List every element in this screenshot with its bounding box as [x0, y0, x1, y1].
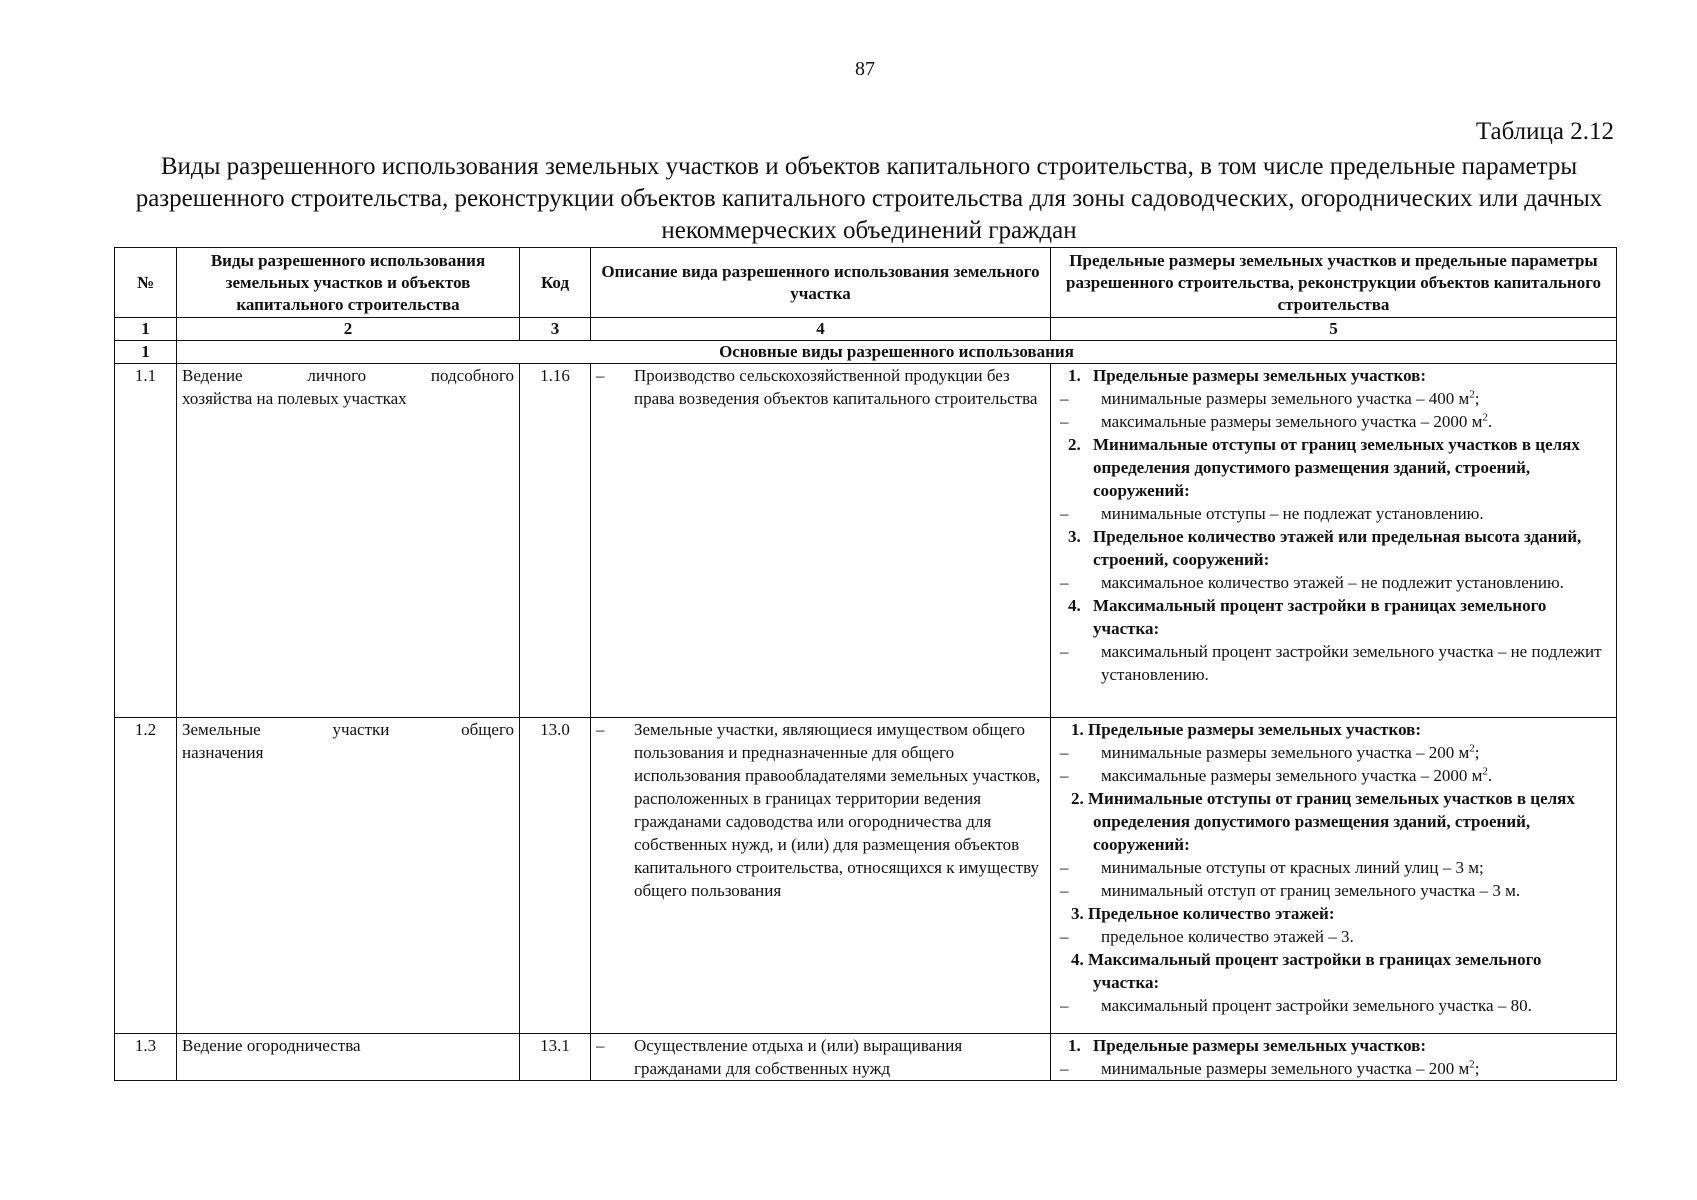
permitted-use-table: [114, 247, 1617, 1081]
parameter-heading: 3. Предельное количество этажей:: [1071, 904, 1335, 923]
section-number: 1: [115, 341, 177, 364]
section-title: Основные виды разрешенного использования: [177, 341, 1617, 364]
parameter-item: – минимальные размеры земельного участка – 400 $м^2$;: [1060, 388, 1480, 408]
use-type-name-line: назначения: [182, 743, 264, 762]
document-title: Виды разрешенного использования земельных участков и объектов капитального строительства, в том числе предельные параметры разрешенного строительства, реконструкции объектов капитального строительства для зоны садоводческих, огороднических или дачных некоммерческих объединений граждан: [135, 153, 1603, 244]
parameter-item: – максимальные размеры земельного участка – 2000 $м^2$.: [1060, 765, 1493, 785]
parameter-heading: 4. Максимальный процент застройки в границах земельного участка:: [1068, 596, 1547, 638]
use-parameters: [1051, 364, 1617, 718]
parameter-item: – максимальные размеры земельного участка – 2000 $м^2$.: [1060, 411, 1493, 431]
parameter-heading: 1. Предельные размеры земельных участков:: [1068, 1036, 1427, 1055]
column-number: 3: [520, 318, 591, 341]
table-label: Таблица 2.12: [1475, 118, 1614, 145]
parameter-item: – минимальный отступ от границ земельного участка – 3 м.: [1060, 881, 1521, 900]
parameter-item: – минимальные размеры земельного участка – 200 $м^2$;: [1060, 1058, 1480, 1078]
use-parameters: [1051, 718, 1617, 1034]
parameter-heading: 1. Предельные размеры земельных участков:: [1068, 366, 1427, 385]
use-description: [591, 1034, 1051, 1081]
row-number: 1.3: [115, 1034, 177, 1081]
parameter-heading: 3. Предельное количество этажей или предельная высота зданий, строений, сооружений:: [1068, 527, 1582, 569]
use-code: 1.16: [520, 364, 591, 718]
parameter-item: – предельное количество этажей – 3.: [1060, 927, 1354, 946]
column-number: 5: [1051, 318, 1617, 341]
description-text: Осуществление отдыха и (или) выращивания гражданами для собственных нужд: [634, 1036, 963, 1078]
use-type-name-line: Ведение личного подсобного: [182, 366, 514, 385]
parameter-item: – максимальное количество этажей – не подлежит установлению.: [1060, 573, 1564, 592]
section-row: [115, 341, 1617, 364]
column-number: 2: [177, 318, 520, 341]
use-code: 13.1: [520, 1034, 591, 1081]
dash: –: [596, 366, 605, 385]
parameter-heading: 4. Максимальный процент застройки в границах земельного участка:: [1071, 950, 1542, 992]
use-type-name: Ведение огородничества: [177, 1034, 520, 1081]
dash: –: [596, 720, 605, 739]
description-text: Производство сельскохозяйственной продукции без права возведения объектов капитального строительства: [634, 366, 1038, 408]
table-row: [115, 1034, 1617, 1081]
parameter-item: – минимальные отступы – не подлежат установлению.: [1060, 504, 1484, 523]
dash: –: [596, 1036, 605, 1055]
page-number: 87: [855, 58, 875, 80]
column-number-row: [115, 318, 1617, 341]
use-description: [591, 364, 1051, 718]
description-text: Земельные участки, являющиеся имуществом общего пользования и предназначенные для общего использования правообладателями земельных участков, расположенных в границах территории ведения гражданами садоводства или огородничества для собственных нужд, и (или) для размещения объектов капитального строительства, относящихся к имуществу общего пользования: [634, 720, 1041, 900]
row-number: 1.1: [115, 364, 177, 718]
column-number: 4: [591, 318, 1051, 341]
use-code: 13.0: [520, 718, 591, 1034]
table-row: [115, 364, 1617, 718]
column-number: 1: [115, 318, 177, 341]
use-type-name: [177, 364, 520, 718]
use-type-name-line: хозяйства на полевых участках: [182, 389, 407, 408]
use-type-name: [177, 718, 520, 1034]
header-use-type: Виды разрешенного использования земельных участков и объектов капитального строительства: [177, 248, 520, 318]
table-row: [115, 718, 1617, 1034]
use-type-name-line: Земельные участки общего: [182, 720, 514, 739]
parameter-item: – максимальный процент застройки земельного участка – 80.: [1060, 996, 1532, 1015]
parameter-item: – минимальные размеры земельного участка – 200 $м^2$;: [1060, 742, 1480, 762]
header-row: [115, 248, 1617, 318]
parameter-item: – минимальные отступы от красных линий улиц – 3 м;: [1060, 858, 1484, 877]
parameter-heading: 2. Минимальные отступы от границ земельных участков в целях определения допустимого размещения зданий, строений, сооружений:: [1068, 435, 1580, 500]
header-code: Код: [520, 248, 591, 318]
parameter-heading: 2. Минимальные отступы от границ земельных участков в целях определения допустимого размещения зданий, строений, сооружений:: [1071, 789, 1575, 854]
use-description: [591, 718, 1051, 1034]
header-number: №: [115, 248, 177, 318]
use-parameters: [1051, 1034, 1617, 1081]
header-description: Описание вида разрешенного использования земельного участка: [591, 248, 1051, 318]
parameter-heading: 1. Предельные размеры земельных участков:: [1071, 720, 1422, 739]
header-parameters: Предельные размеры земельных участков и предельные параметры разрешенного строительства, реконструкции объектов капитального строительства: [1051, 248, 1617, 318]
row-number: 1.2: [115, 718, 177, 1034]
parameter-item: – максимальный процент застройки земельного участка – не подлежит установлению.: [1060, 642, 1602, 684]
